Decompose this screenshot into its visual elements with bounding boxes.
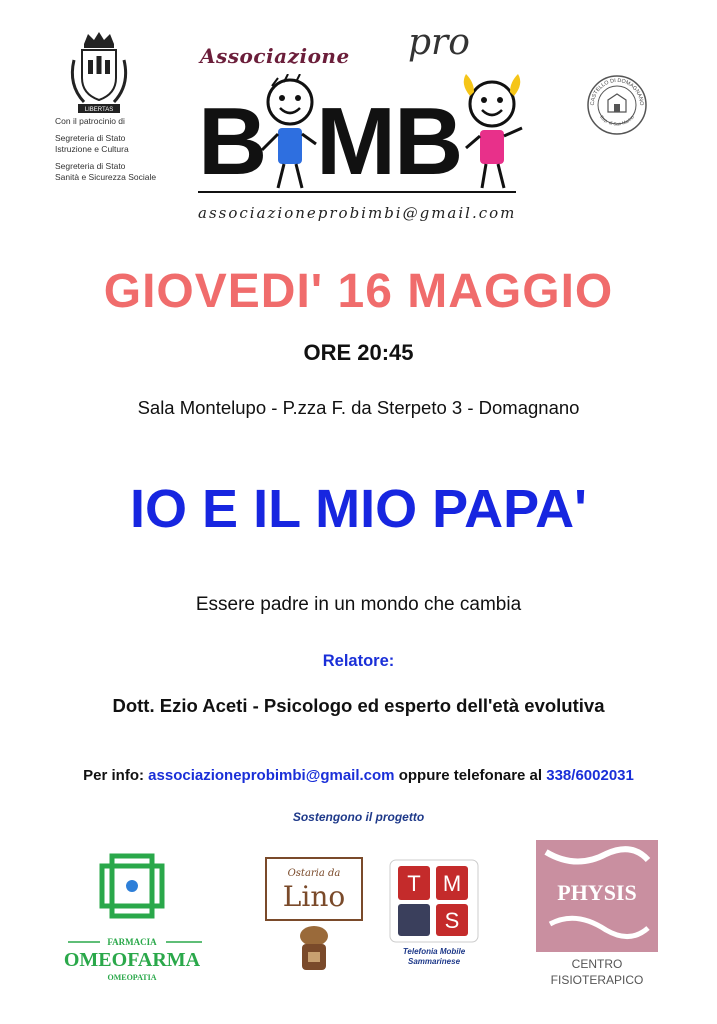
event-place: Sala Montelupo - P.zza F. da Sterpeto 3 - Domagnano — [137, 397, 580, 418]
omeofarma-bottom: OMEOPATIA — [107, 973, 157, 982]
event-time: ORE 20:45 — [303, 340, 414, 365]
lino-top: Ostaria da — [287, 868, 341, 879]
crest-ribbon-text: LIBERTAS — [84, 107, 114, 113]
contact-info — [0, 767, 717, 784]
omeofarma-name: OMEOFARMA — [63, 949, 201, 971]
sponsors-heading: Sostengono il progetto — [292, 810, 425, 824]
info-phone-link[interactable]: 338/6002031 — [546, 767, 634, 784]
patronage-line: Segreteria di Stato — [55, 161, 126, 171]
tms-logo — [386, 858, 486, 970]
logo-associazione: Associazione — [200, 44, 350, 68]
lino-name: Lino — [282, 880, 346, 913]
speaker-label: Relatore: — [322, 652, 395, 670]
pro-bimbi-logo — [198, 74, 528, 194]
omeofarma-top: FARMACIA — [107, 937, 157, 947]
svg-text:B: B — [394, 88, 464, 194]
event-title: IO E IL MIO PAPA' — [130, 479, 587, 539]
info-email-link[interactable]: associazioneprobimbi@gmail.com — [148, 767, 395, 784]
pharmacy-cross-icon — [102, 856, 162, 916]
svg-text:B: B — [198, 88, 268, 194]
stamp-ring-text: CASTELLO DI DOMAGNANO — [589, 77, 645, 106]
tms-letter: M — [442, 871, 462, 896]
girl-figure-icon — [464, 74, 522, 188]
patronage-block — [55, 116, 195, 183]
event-subtitle: Essere padre in un mondo che cambia — [195, 594, 522, 615]
san-marino-crest-icon — [64, 30, 134, 116]
event-date: GIOVEDI' 16 MAGGIO — [103, 265, 614, 318]
physis-logo — [536, 840, 658, 992]
patronage-line: Sanità e Sicurezza Sociale — [55, 172, 157, 182]
tms-line2: Sammarinese — [407, 957, 461, 966]
logo-pro: pro — [408, 22, 470, 63]
omeofarma-logo — [62, 850, 212, 990]
physis-line1: CENTRO — [571, 957, 623, 971]
patronage-intro: Con il patrocinio di — [55, 116, 125, 126]
ostaria-lino-logo — [264, 856, 364, 976]
speaker-name: Dott. Ezio Aceti - Psicologo ed esperto dell'età evolutiva — [112, 695, 605, 716]
physis-name: PHYSIS — [557, 880, 637, 905]
stamp-ring-text-bottom: Rep. di San Marino — [598, 114, 636, 127]
logo-email: associazioneprobimbi@gmail.com — [198, 204, 517, 222]
tms-letter: S — [444, 908, 460, 933]
castello-domagnano-stamp-icon — [586, 74, 648, 136]
info-middle: oppure telefonare al — [398, 767, 543, 784]
boy-figure-icon — [262, 74, 316, 188]
physis-line2: FISIOTERAPICO — [550, 973, 644, 987]
chef-figure-icon — [300, 926, 328, 970]
svg-text:M: M — [316, 88, 396, 194]
patronage-line: Segreteria di Stato — [55, 133, 126, 143]
tms-letter: T — [407, 871, 421, 896]
patronage-line: Istruzione e Cultura — [55, 144, 129, 154]
tms-line1: Telefonia Mobile — [402, 947, 466, 956]
info-prefix: Per info: — [83, 767, 144, 784]
